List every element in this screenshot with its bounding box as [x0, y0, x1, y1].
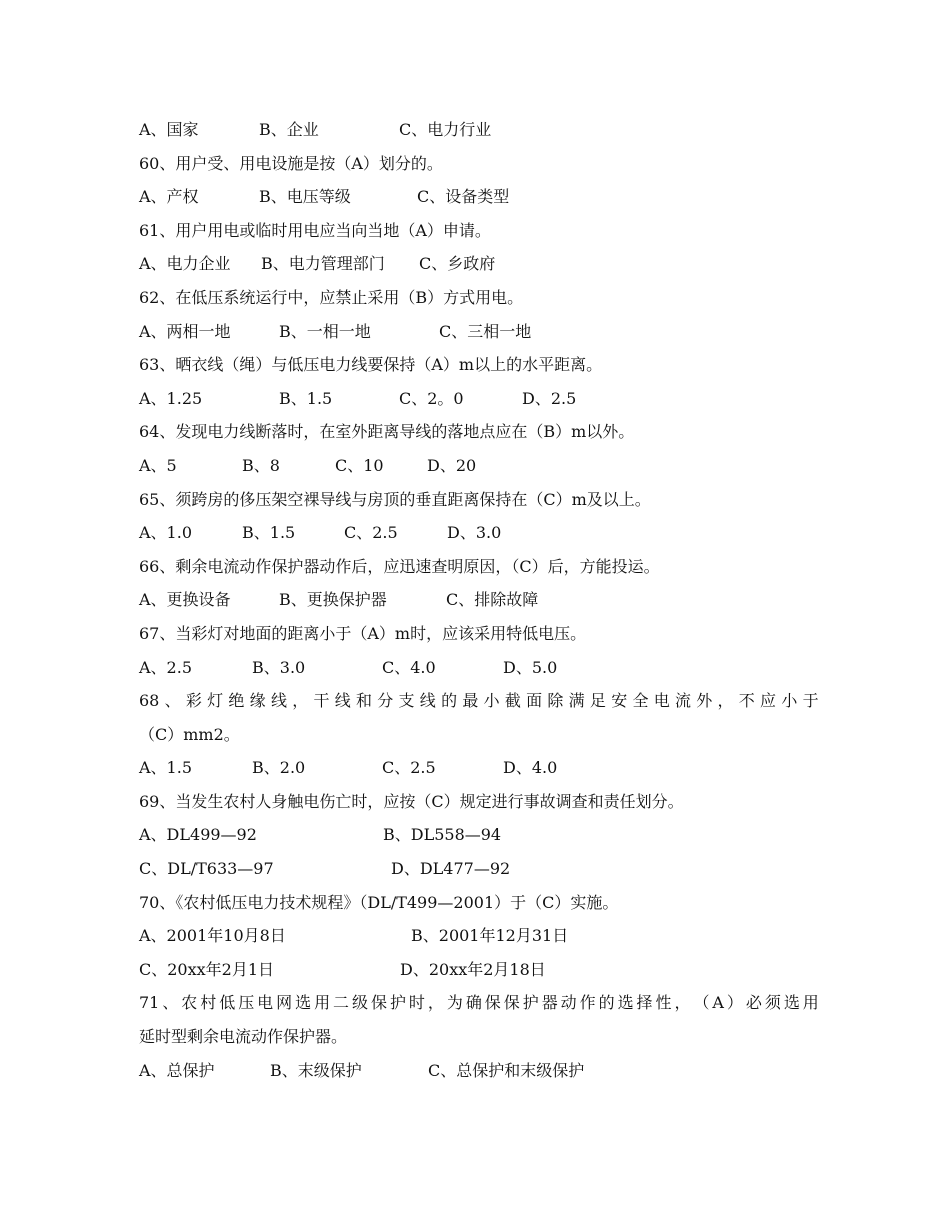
text-glyph: 选 [295, 993, 312, 1013]
text-glyph: 须 [764, 993, 781, 1013]
question-line: 70、《农村低压电力技术规程》（DL/T499—2001）于（C）实施。 [139, 892, 619, 912]
answer-option: A、两相一地 [139, 321, 231, 341]
answer-option: B、电压等级 [259, 187, 351, 207]
answer-option: A、1.5 [139, 758, 193, 778]
text-glyph: 护 [389, 993, 406, 1013]
text-glyph: 除 [547, 691, 564, 711]
answer-option: A、5 [139, 455, 177, 475]
text-glyph: 村 [200, 993, 217, 1013]
text-glyph: 器 [541, 993, 558, 1013]
text-glyph: ， [674, 993, 691, 1013]
text-glyph: 外 [696, 691, 713, 711]
answer-option: C、三相一地 [439, 321, 532, 341]
answer-option: B、末级保护 [270, 1060, 362, 1080]
question-line: 64、发现电力线断落时，在室外距离导线的落地点应在（B）m以外。 [139, 422, 635, 442]
text-glyph: 于 [802, 691, 819, 711]
text-glyph: ） [726, 993, 743, 1013]
answer-option: B、1.5 [242, 523, 296, 543]
answer-option: D、4.0 [503, 758, 558, 778]
text-glyph: 截 [504, 691, 521, 711]
text-glyph: 、 [162, 993, 179, 1013]
text-glyph: 不 [738, 691, 755, 711]
text-glyph: 农 [181, 993, 198, 1013]
text-glyph: 动 [560, 993, 577, 1013]
options-line [139, 651, 819, 685]
question-line: 67、当彩灯对地面的距离小于（A）m时，应该采用特低电压。 [139, 623, 587, 643]
text-glyph: 足 [589, 691, 606, 711]
text-glyph: 护 [522, 993, 539, 1013]
text-glyph: 面 [526, 691, 543, 711]
answer-option: B、8 [242, 455, 280, 475]
text-glyph: 作 [579, 993, 596, 1013]
text-glyph: 压 [238, 993, 255, 1013]
text-glyph: ， [292, 691, 309, 711]
answer-option: C、设备类型 [417, 187, 510, 207]
text-glyph: 绝 [228, 691, 245, 711]
question-line: 69、当发生农村人身触电伤亡时，应按（C）规定进行事故调查和责任划分。 [139, 791, 684, 811]
answer-option: B、电力管理部门 [261, 254, 385, 274]
answer-option: A、DL499—92 [139, 825, 257, 845]
options-line [139, 1054, 819, 1088]
answer-option: B、1.5 [279, 388, 333, 408]
question-line [139, 684, 819, 718]
text-glyph: 二 [333, 993, 350, 1013]
text-glyph: 保 [484, 993, 501, 1013]
text-glyph: ， [427, 993, 444, 1013]
answer-option: B、3.0 [252, 657, 306, 677]
document-page [139, 113, 819, 1087]
text-glyph: 低 [219, 993, 236, 1013]
text-glyph: 保 [503, 993, 520, 1013]
answer-option: B、企业 [259, 120, 319, 139]
answer-option: D、20 [427, 455, 477, 475]
answer-option: A、1.0 [139, 523, 193, 543]
options-line [139, 852, 819, 886]
text-glyph: （ [693, 993, 710, 1013]
answer-option: A、产权 [139, 187, 199, 207]
question-line: 65、须跨房的侈压架空裸导线与房顶的垂直距离保持在（C）m及以上。 [139, 489, 651, 509]
answer-option: C、4.0 [382, 657, 436, 677]
answer-option: C、乡政府 [419, 254, 496, 274]
text-glyph: 性 [655, 993, 672, 1013]
answer-option: A、2.5 [139, 657, 193, 677]
text-glyph: 的 [598, 993, 615, 1013]
text-glyph: 干 [313, 691, 330, 711]
question-line: 62、在低压系统运行中，应禁止采用（B）方式用电。 [139, 287, 524, 307]
question-line: 66、剩余电流动作保护器动作后，应迅速查明原因，（C）后，方能投运。 [139, 556, 660, 576]
options-line [139, 919, 819, 953]
answer-option: A、2001年10月8日 [139, 926, 286, 946]
text-glyph: 线 [270, 691, 287, 711]
text-glyph: 时 [408, 993, 425, 1013]
answer-option: C、10 [335, 455, 384, 475]
text-glyph: 用 [314, 993, 331, 1013]
text-glyph: 应 [760, 691, 777, 711]
answer-option: B、2.0 [252, 758, 306, 778]
text-glyph: 小 [781, 691, 798, 711]
options-line [139, 315, 819, 349]
answer-option: A、总保护 [139, 1060, 215, 1080]
text-glyph: 、 [164, 691, 181, 711]
answer-option: A、国家 [139, 120, 199, 139]
text-glyph: 支 [398, 691, 415, 711]
answer-option: D、20xx年2月18日 [400, 959, 546, 979]
text-glyph: 选 [783, 993, 800, 1013]
text-glyph: 择 [636, 993, 653, 1013]
text-glyph: ， [717, 691, 734, 711]
text-glyph: 和 [356, 691, 373, 711]
options-line [139, 180, 819, 214]
text-glyph: 线 [334, 691, 351, 711]
text-glyph: 最 [462, 691, 479, 711]
options-line [139, 113, 819, 147]
text-glyph: 安 [611, 691, 628, 711]
options-line [139, 583, 819, 617]
answer-option: C、DL/T633—97 [139, 859, 274, 879]
text-glyph: 小 [483, 691, 500, 711]
text-glyph: 级 [352, 993, 369, 1013]
options-line [139, 449, 819, 483]
text-glyph: 电 [257, 993, 274, 1013]
question-line: 63、晒衣线（绳）与低压电力线要保持（A）m以上的水平距离。 [139, 355, 603, 375]
answer-option: A、1.25 [139, 388, 203, 408]
text-glyph: 保 [370, 993, 387, 1013]
question-line: 延时型剩余电流动作保护器。 [139, 1027, 348, 1047]
answer-option: B、更换保护器 [279, 590, 387, 610]
options-line [139, 247, 819, 281]
options-line [139, 382, 819, 416]
text-glyph: 线 [419, 691, 436, 711]
answer-option: C、2.5 [382, 758, 436, 778]
answer-option: B、一相一地 [279, 321, 371, 341]
text-glyph: 分 [377, 691, 394, 711]
options-line [139, 818, 819, 852]
text-glyph: 必 [745, 993, 762, 1013]
text-glyph: 灯 [207, 691, 224, 711]
text-glyph: 71 [139, 993, 160, 1013]
answer-option: C、2。0 [399, 388, 464, 408]
text-glyph: 全 [632, 691, 649, 711]
text-glyph: 电 [653, 691, 670, 711]
text-glyph: 为 [446, 993, 463, 1013]
text-glyph: 的 [441, 691, 458, 711]
text-glyph: 缘 [249, 691, 266, 711]
options-line [139, 516, 819, 550]
answer-option: C、总保护和末级保护 [428, 1060, 585, 1080]
answer-option: D、3.0 [447, 523, 502, 543]
text-glyph: 选 [617, 993, 634, 1013]
answer-option: B、2001年12月31日 [411, 926, 569, 946]
options-line [139, 953, 819, 987]
question-line [139, 986, 819, 1020]
question-line: 60、用户受、用电设施是按（A）划分的。 [139, 153, 443, 173]
text-glyph: 用 [802, 993, 819, 1013]
answer-option: C、2.5 [344, 523, 398, 543]
answer-option: B、DL558—94 [383, 825, 502, 845]
question-line: （C）mm2。 [139, 724, 240, 744]
answer-option: D、2.5 [522, 388, 577, 408]
text-glyph: 网 [276, 993, 293, 1013]
answer-option: D、DL477—92 [391, 859, 511, 879]
text-glyph: 彩 [185, 691, 202, 711]
answer-option: A、更换设备 [139, 590, 231, 610]
text-glyph: 满 [568, 691, 585, 711]
answer-option: C、电力行业 [399, 120, 492, 139]
answer-option: D、5.0 [503, 657, 558, 677]
text-glyph: 流 [674, 691, 691, 711]
text-glyph: 确 [465, 993, 482, 1013]
question-line: 61、用户用电或临时用电应当向当地（A）申请。 [139, 220, 491, 240]
options-line [139, 751, 819, 785]
answer-option: C、排除故障 [446, 590, 539, 610]
answer-option: A、电力企业 [139, 254, 231, 274]
text-glyph: 68 [139, 691, 160, 711]
answer-option: C、20xx年2月1日 [139, 959, 275, 979]
text-glyph: A [712, 993, 724, 1013]
